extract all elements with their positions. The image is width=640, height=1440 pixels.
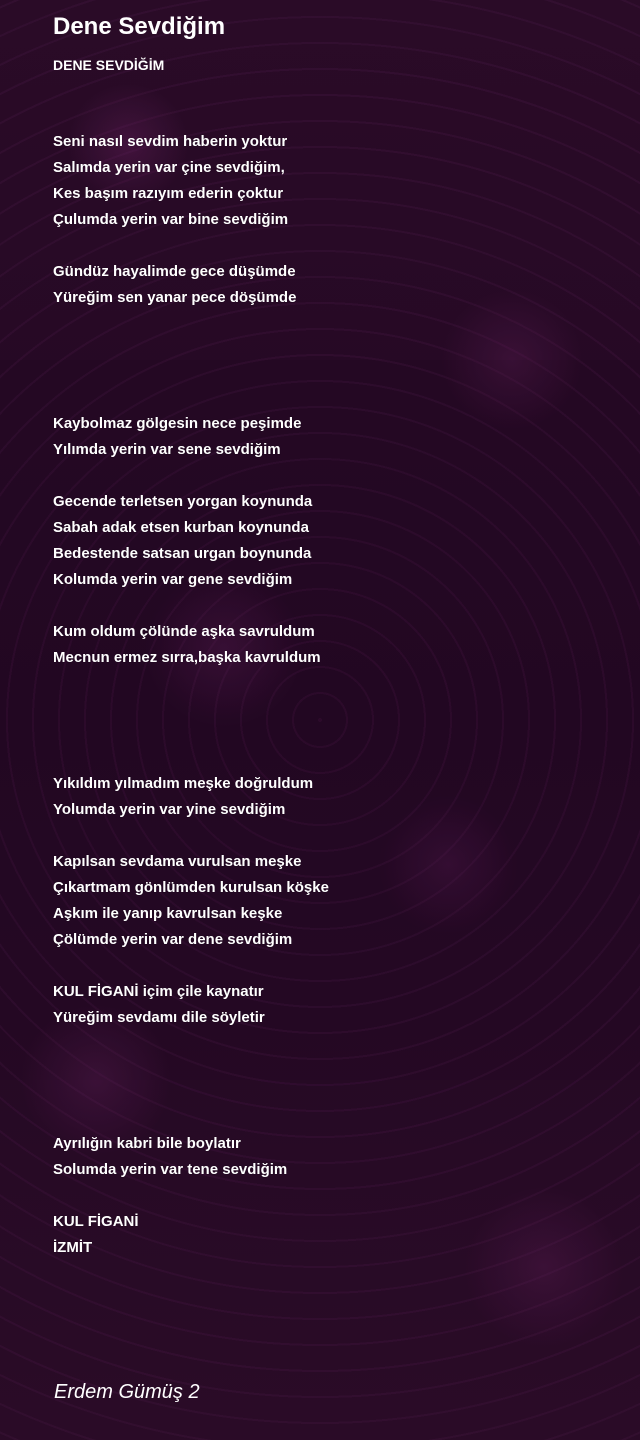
poem-line: Yıkıldım yılmadım meşke doğruldum — [53, 775, 314, 792]
poem-line: Seni nasıl sevdim haberin yoktur — [53, 133, 288, 150]
poem-line: Solumda yerin var tene sevdiğim — [53, 1161, 288, 1178]
author-name: Erdem Gümüş 2 — [54, 1381, 200, 1403]
poem-line: Kolumda yerin var gene sevdiğim — [53, 571, 293, 588]
poem-location: İZMİT — [53, 1239, 93, 1256]
poem-line: Yolumda yerin var yine sevdiğim — [53, 801, 286, 818]
poem-line: Kapılsan sevdama vurulsan meşke — [53, 853, 302, 870]
poem-line: Kaybolmaz gölgesin nece peşimde — [53, 415, 302, 432]
poem-line: Ayrılığın kabri bile boylatır — [53, 1135, 241, 1152]
poem-line: Salımda yerin var çine sevdiğim, — [53, 159, 285, 176]
poem-line: Bedestende satsan urgan boynunda — [53, 545, 312, 562]
poem-line: Mecnun ermez sırra,başka kavruldum — [53, 649, 321, 666]
poem-line: Yılımda yerin var sene sevdiğim — [53, 441, 281, 458]
poem-line: Gecende terletsen yorgan koynunda — [53, 493, 313, 510]
poem-line: Çıkartmam gönlümden kurulsan köşke — [53, 879, 329, 896]
poem-line: Çulumda yerin var bine sevdiğim — [53, 211, 289, 228]
poem-subtitle: DENE SEVDİĞİM — [53, 57, 165, 73]
poem-line: Aşkım ile yanıp kavrulsan keşke — [53, 905, 283, 922]
poem-line: KUL FİGANİ içim çile kaynatır — [53, 983, 264, 1000]
poem-line: Gündüz hayalimde gece düşümde — [53, 263, 296, 280]
poem-title: Dene Sevdiğim — [53, 13, 226, 40]
poem-line: Kes başım razıyım ederin çoktur — [53, 185, 284, 202]
poem-line: Sabah adak etsen kurban koynunda — [53, 519, 309, 536]
poem-line: Kum oldum çölünde aşka savruldum — [53, 623, 315, 640]
poem-line: Çölümde yerin var dene sevdiğim — [53, 931, 293, 948]
poem-line: Yüreğim sen yanar pece döşümde — [53, 289, 297, 306]
poem-signature: KUL FİGANİ — [53, 1213, 139, 1230]
poem-line: Yüreğim sevdamı dile söyletir — [53, 1009, 265, 1026]
